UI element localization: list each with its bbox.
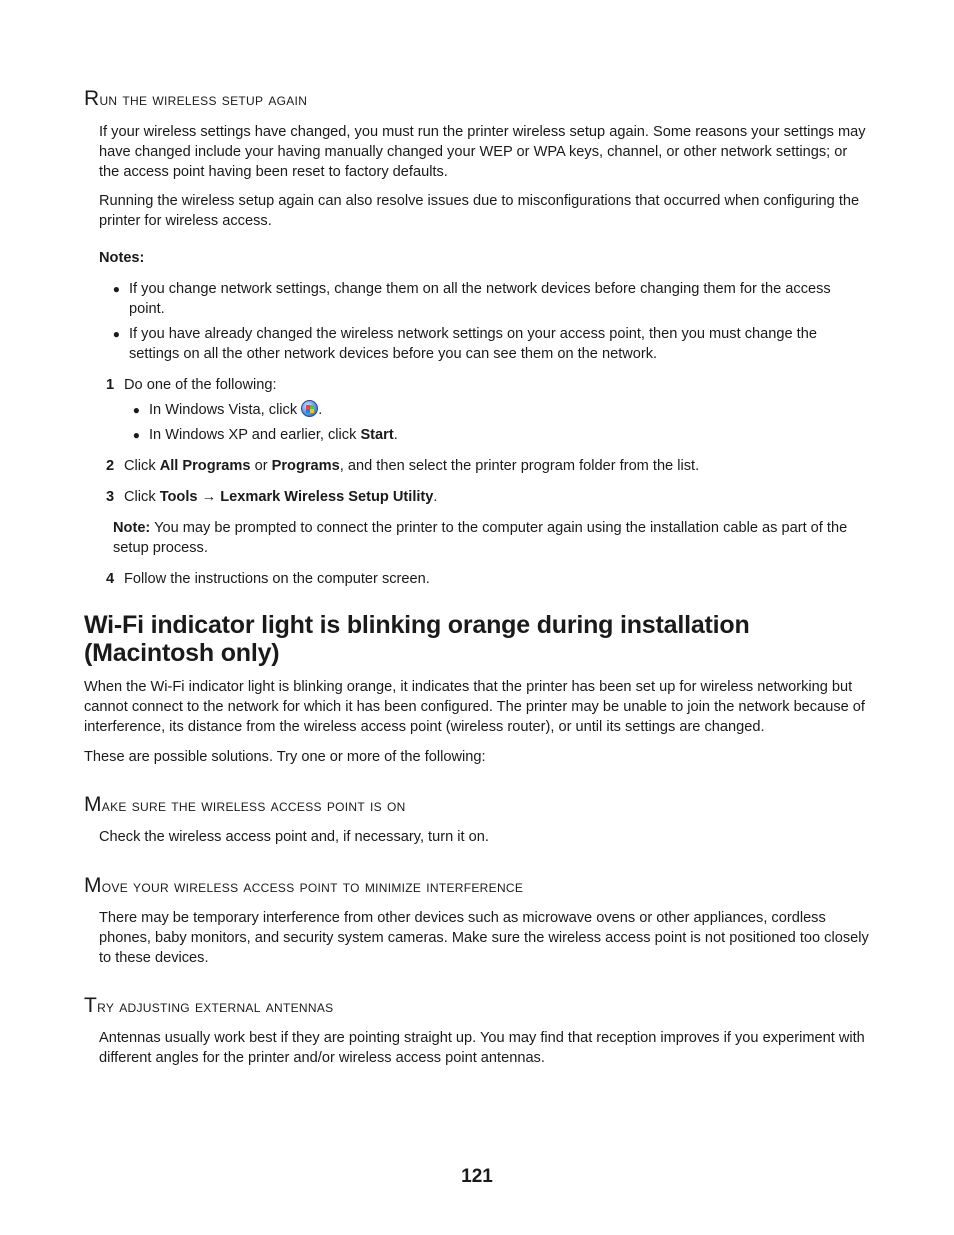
section-title-line: Wi-Fi indicator light is blinking orange during installation bbox=[84, 611, 750, 639]
text: Click bbox=[124, 489, 156, 505]
note-text: If you change network settings, change them on all the network devices before changing them for the access point. bbox=[129, 281, 831, 317]
ui-term: All Programs bbox=[159, 458, 251, 474]
section-title bbox=[84, 611, 884, 667]
list-item bbox=[119, 425, 859, 445]
bullet: ● bbox=[132, 428, 140, 442]
windows-start-icon bbox=[301, 400, 318, 417]
note-text: You may be prompted to connect the printer to the computer again using the installation cable as part of the setup process. bbox=[113, 520, 848, 556]
section-heading-run-wireless-setup: Run the wireless setup again bbox=[84, 87, 308, 110]
punctuation: . bbox=[433, 489, 438, 505]
section-title-line: (Macintosh only) bbox=[84, 639, 280, 667]
ui-term: Tools → Lexmark Wireless Setup Utility bbox=[159, 489, 434, 505]
page-number: 121 bbox=[461, 1166, 493, 1187]
substep-label: In Windows Vista, click bbox=[149, 402, 298, 418]
section-heading-adjust-antennas: Try adjusting external antennas bbox=[84, 994, 334, 1017]
section-heading-make-sure-on: Make sure the wireless access point is on bbox=[84, 793, 406, 816]
punctuation: . bbox=[393, 427, 398, 443]
step-text bbox=[124, 456, 870, 476]
bullet: ● bbox=[112, 282, 120, 296]
step-text: Follow the instructions on the computer screen. bbox=[124, 571, 430, 587]
step-number: 1 bbox=[106, 377, 115, 393]
note-label: Note: bbox=[113, 520, 151, 536]
paragraph: When the Wi-Fi indicator light is blinking orange, it indicates that the printer has been set up for wireless networking but cannot connect to the network for which it has been configured. The printer may be unable to join the network because of interference, its distance from the wireless access point (wireless router), or until its settings are changed. bbox=[84, 679, 865, 735]
step-note bbox=[113, 518, 870, 558]
note-text: If you have already changed the wireless network settings on your access point, then you must change the settings on all the other network devices before you can see them on the network. bbox=[129, 326, 817, 362]
ui-term: Start bbox=[360, 427, 394, 443]
bullet: ● bbox=[132, 403, 140, 417]
text: , and then select the printer program folder from the list. bbox=[339, 458, 700, 474]
step-text: Do one of the following: bbox=[124, 377, 277, 393]
text: or bbox=[254, 458, 268, 474]
list-item bbox=[119, 400, 859, 420]
punctuation: . bbox=[318, 402, 323, 418]
substep-text bbox=[149, 425, 398, 445]
paragraph: Running the wireless setup again can also resolve issues due to misconfigurations that occurred when configuring the printer for wireless access. bbox=[99, 193, 860, 229]
paragraph: These are possible solutions. Try one or more of the following: bbox=[84, 749, 486, 765]
section-heading-move-access-point: Move your wireless access point to minimize interference bbox=[84, 874, 524, 897]
paragraph: If your wireless settings have changed, you must run the printer wireless setup again. Some reasons your settings may have changed include your having manually changed your WEP or WPA keys, channel, or other network settings; or the access point having been reset to factory defaults. bbox=[99, 124, 866, 180]
step-number: 2 bbox=[106, 458, 115, 474]
list-item bbox=[99, 324, 870, 364]
paragraph: Check the wireless access point and, if necessary, turn it on. bbox=[99, 829, 489, 845]
text: Click bbox=[124, 458, 156, 474]
list-item bbox=[99, 279, 870, 319]
ui-term: Programs bbox=[271, 458, 340, 474]
step-number: 3 bbox=[106, 489, 115, 505]
step-number: 4 bbox=[106, 571, 115, 587]
bullet: ● bbox=[112, 327, 120, 341]
substep-label: In Windows XP and earlier, click bbox=[149, 427, 357, 443]
substep-text bbox=[149, 400, 322, 420]
paragraph: There may be temporary interference from other devices such as microwave ovens or other appliances, cordless phones, baby monitors, and security system cameras. Make sure the wireless access point is not positioned too closely to these devices. bbox=[99, 910, 869, 966]
step-text bbox=[124, 487, 870, 507]
paragraph: Antennas usually work best if they are pointing straight up. You may find that reception improves if you experiment with different angles for the printer and/or wireless access point antennas. bbox=[99, 1030, 865, 1066]
notes-label: Notes: bbox=[99, 250, 145, 266]
